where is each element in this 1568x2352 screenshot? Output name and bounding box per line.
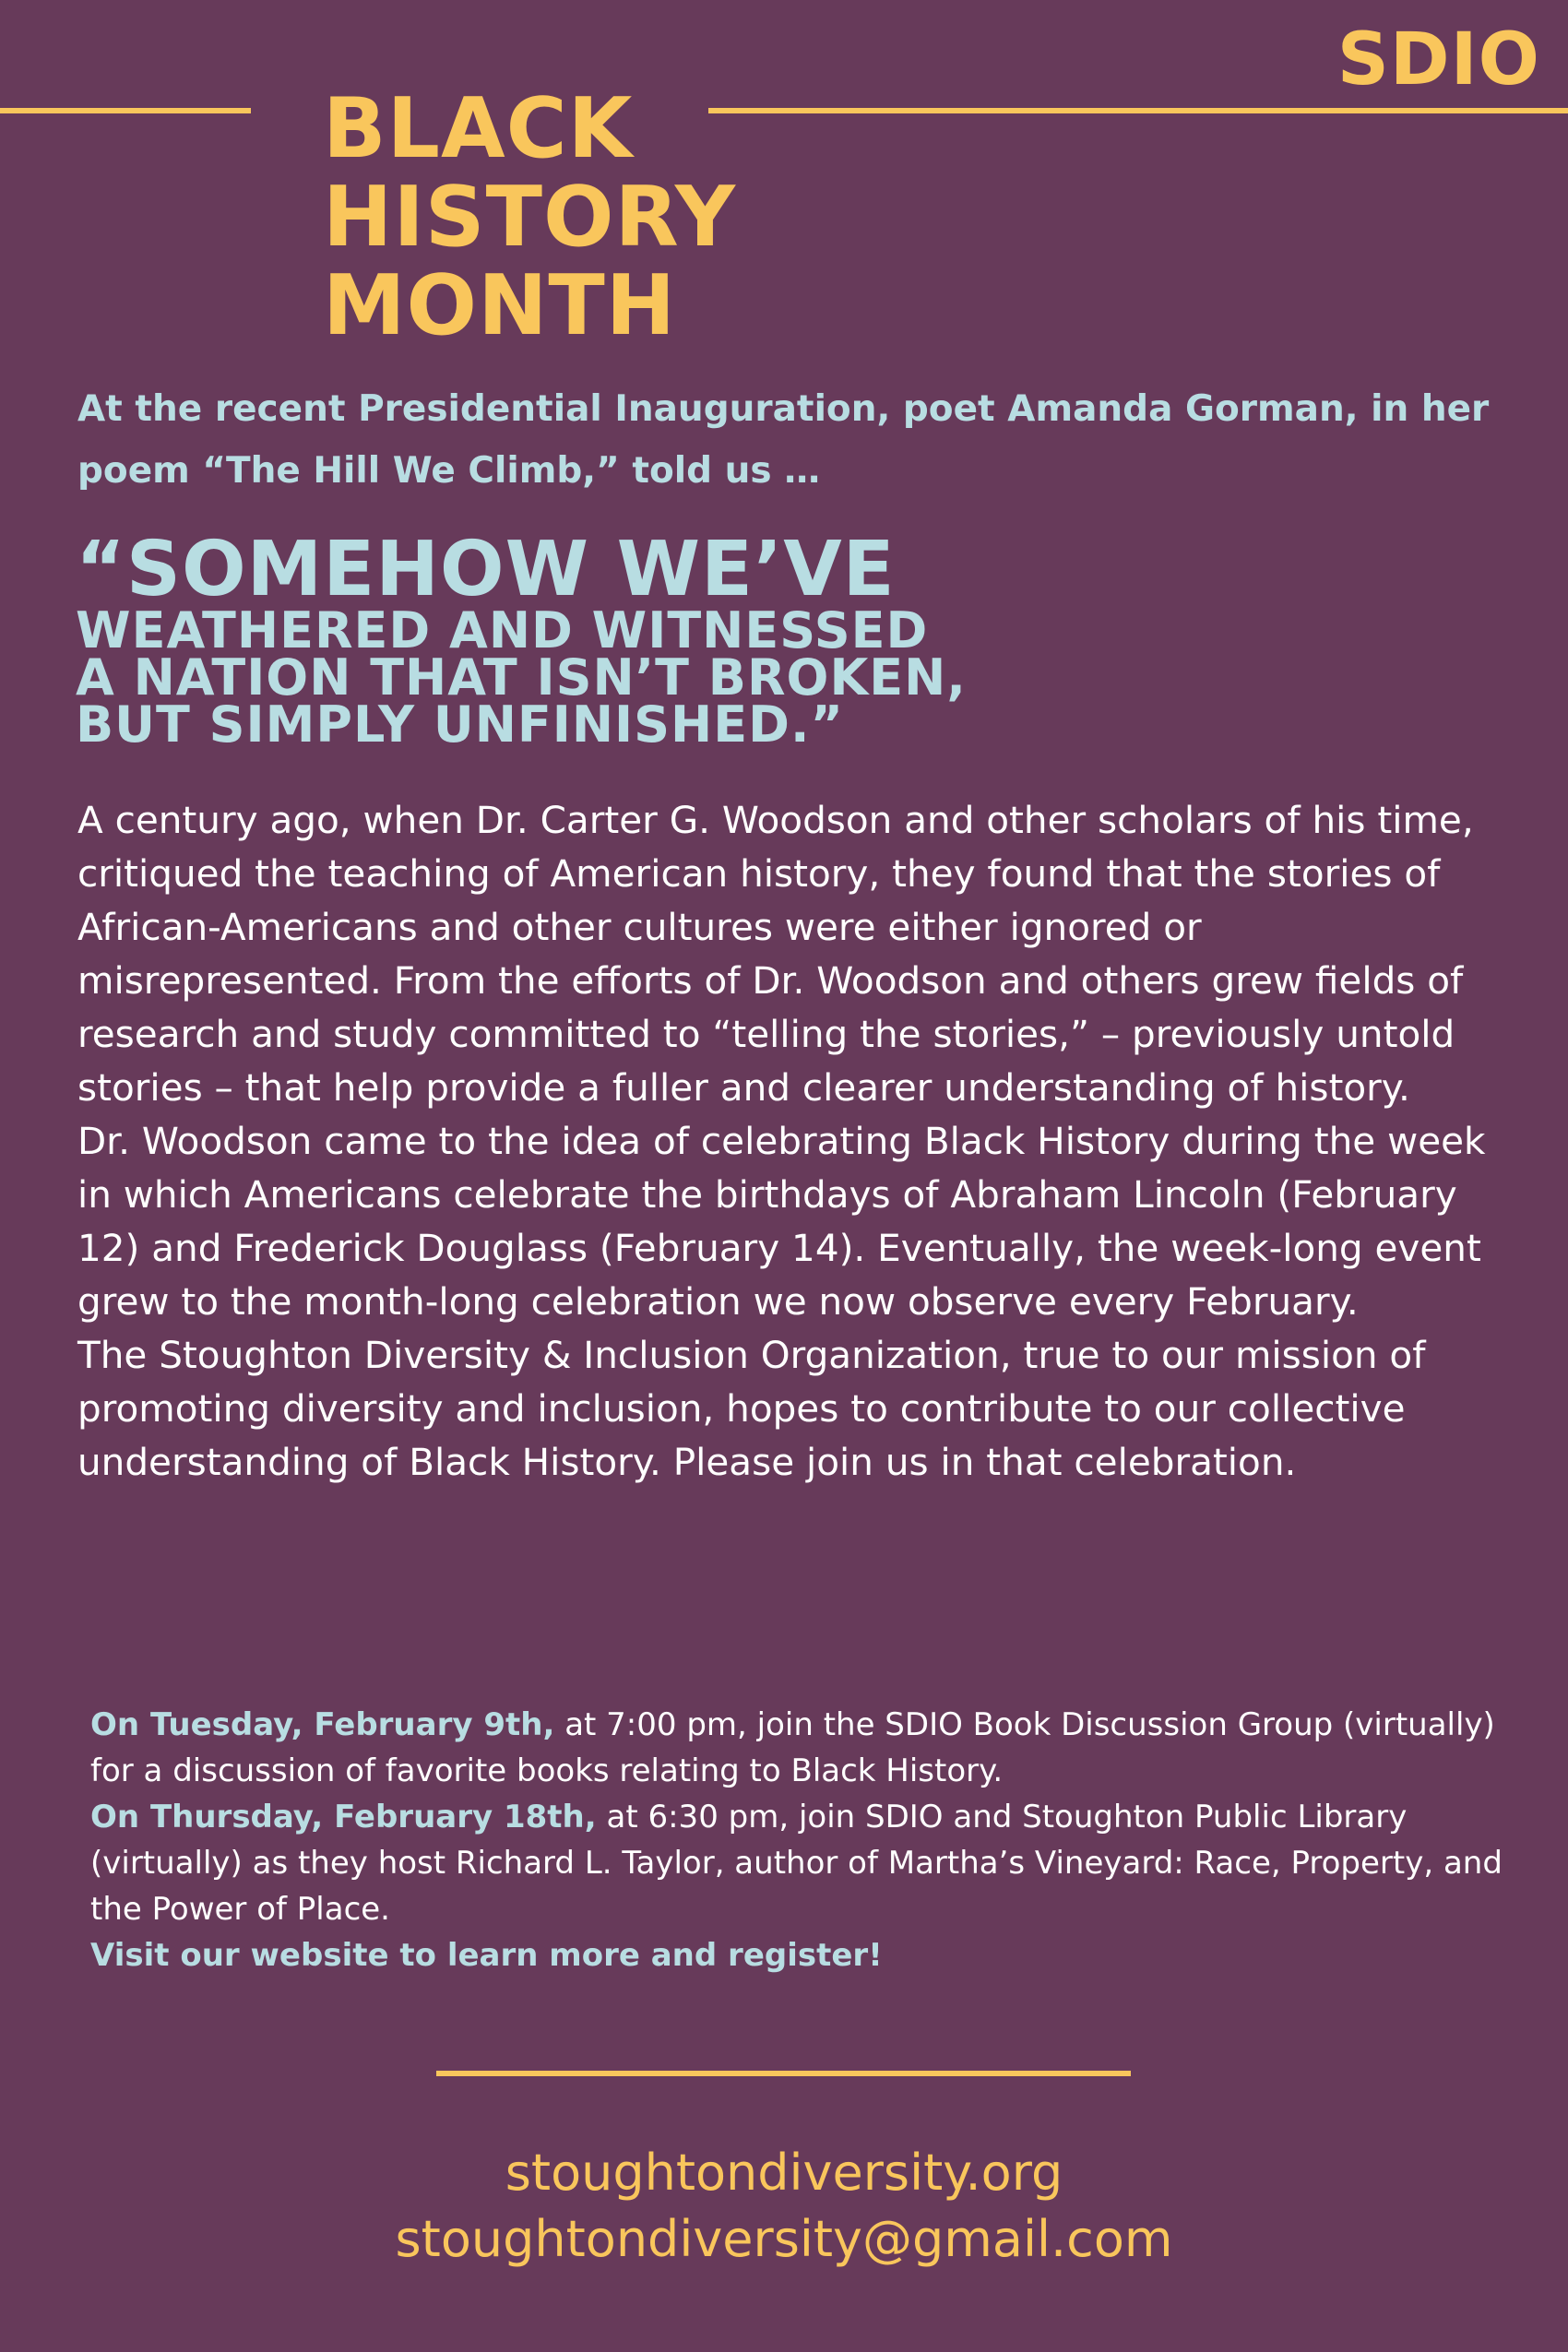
event-date: On Tuesday, February 9th,	[90, 1706, 555, 1743]
body-paragraph: The Stoughton Diversity & Inclusion Organization, true to our mission of promoting diversity and inclusion, hopes to contribute to our collective understanding of Black History. Please join us in that celebration.	[77, 1333, 1426, 1484]
quote-line-2: WEATHERED AND WITNESSED	[76, 601, 929, 659]
body-paragraph: Dr. Woodson came to the idea of celebrating Black History during the week in which Americans celebrate the birthdays of Abraham Lincoln (February 12) and Frederick Douglass (February 14). Eventually, the week-long event grew to the month-long celebration we now observe every February.	[77, 1119, 1486, 1324]
quote-line-1: “SOMEHOW WE’VE	[76, 526, 896, 613]
title-line-1: BLACK	[323, 80, 634, 177]
events-list	[90, 1702, 1529, 1978]
email-link[interactable]: stoughtondiversity@gmail.com	[395, 2210, 1173, 2268]
body-text	[77, 793, 1516, 1489]
intro-text: At the recent Presidential Inauguration, poet Amanda Gorman, in her poem “The Hill We Climb,” told us …	[77, 388, 1490, 492]
pull-quote	[76, 526, 998, 754]
event-item	[90, 1702, 1529, 1794]
page-title	[323, 80, 968, 354]
top-left-rule	[0, 108, 251, 113]
title-line-3: MONTH	[323, 257, 677, 354]
event-details: at 7:00 pm, join the SDIO Book Discussion Group (virtually) for a discussion of favorite books relating to Black History.	[90, 1706, 1495, 1789]
event-date: On Thursday, February 18th,	[90, 1799, 597, 1835]
title-line-2: HISTORY	[323, 169, 737, 266]
contact-info	[0, 2140, 1568, 2273]
body-paragraph: A century ago, when Dr. Carter G. Woodson and other scholars of his time, critiqued the teaching of American history, they found that the stories of African-Americans and other cultures were either ignored or misrepresented. From the efforts of Dr. Woodson and others grew fields of research and study committed to “telling the stories,” – previously untold stories – that help provide a fuller and clearer understanding of history.	[77, 798, 1474, 1110]
call-to-action[interactable]: Visit our website to learn more and register!	[90, 1937, 883, 1974]
event-item	[90, 1794, 1529, 1932]
event-details: at 6:30 pm, join SDIO and Stoughton Public Library (virtually) as they host Richard L. Taylor, author of Martha’s Vineyard: Race, Property, and the Power of Place.	[90, 1799, 1503, 1928]
org-logo: SDIO	[1336, 18, 1540, 101]
quote-line-3: A NATION THAT ISN’T BROKEN,	[76, 648, 967, 707]
website-link[interactable]: stoughtondiversity.org	[505, 2144, 1063, 2202]
quote-line-4: BUT SIMPLY UNFINISHED.”	[76, 695, 844, 754]
bottom-divider	[436, 2071, 1131, 2076]
